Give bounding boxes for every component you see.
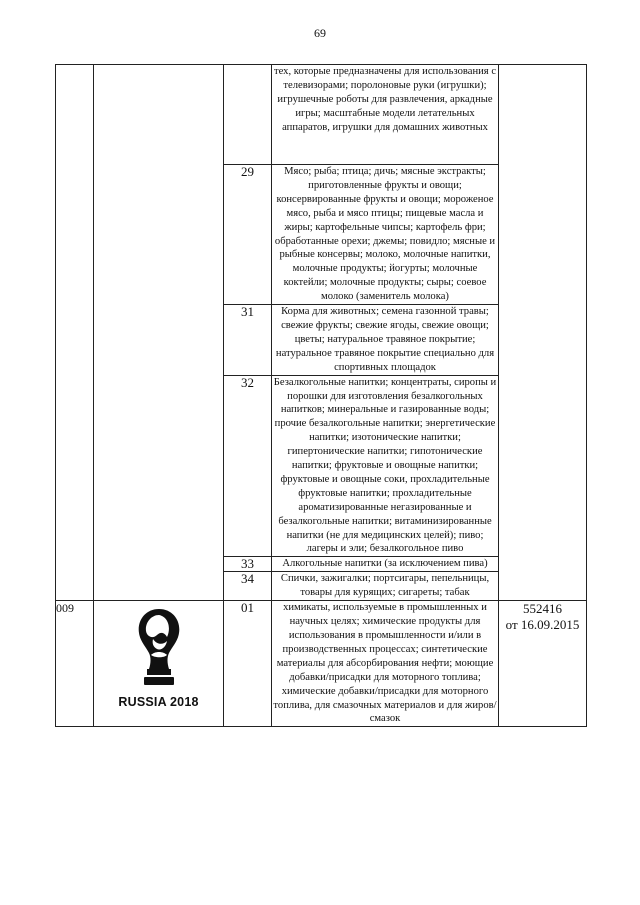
entry-number: 009: [56, 601, 94, 727]
registration-date: от 16.09.2015: [505, 617, 580, 633]
table-row: [56, 601, 587, 727]
registration-cell: [499, 601, 587, 727]
world-cup-trophy-logo: [131, 605, 187, 691]
logo-cell-empty: [94, 65, 224, 601]
class-number: 31: [224, 305, 272, 376]
class-number: 29: [224, 165, 272, 305]
registration-cell-empty: [499, 65, 587, 601]
goods-description: Безалкогольные напитки; концентраты, сиропы и порошки для изготовления безалкогольных напитков; минеральные и газированные воды; прочие безалкогольные напитки; энергетические напитки; изотонические напитки; гипертонические напитки; гипотонические напитки; фруктовые и овощные напитки; фруктовые и овощные соки, прохладительные фруктовые напитки; прохладительные ароматизированные негазированные и безалкогольные напитки; витаминизированные напитки (не для медицинских целей); пиво; лагеры и эли; безалкогольное пиво: [272, 375, 499, 557]
goods-description: Мясо; рыба; птица; дичь; мясные экстракты; приготовленные фрукты и овощи; консервированные фрукты и овощи; мороженое мясо, рыба и мясо птицы; пищевые масла и жиры; картофельные чипсы; картофель фри; обработанные орехи; джемы; повидло; мясные и рыбные консервы; молоко, молочные напитки, молочные продукты; йогурты; молочные коктейли; молочные продукты; сыры; соевое молоко (заменитель молока): [272, 165, 499, 305]
class-number: 32: [224, 375, 272, 557]
goods-description: Корма для животных; семена газонной травы; свежие фрукты; свежие ягоды, свежие овощи; цветы; натуральное травяное покрытие; натуральное травяное покрытие специально для спортивных площадок: [272, 305, 499, 376]
logo-text: RUSSIA 2018: [118, 695, 199, 710]
class-number: [224, 65, 272, 165]
class-number: 34: [224, 572, 272, 601]
goods-description: Алкогольные напитки (за исключением пива): [272, 557, 499, 572]
page-number: 69: [314, 26, 326, 40]
logo-cell: [94, 601, 224, 727]
class-number: 01: [224, 601, 272, 727]
class-number: 33: [224, 557, 272, 572]
registry-table: [55, 64, 587, 727]
goods-description: тех, которые предназначены для использования с телевизорами; поролоновые руки (игрушки); игрушечные роботы для развлечения, аркадные игры; масштабные модели летательных аппаратов, игрушки для домашних животных: [272, 65, 499, 165]
table-row: [56, 65, 587, 165]
entry-number-cell-empty: [56, 65, 94, 601]
registration-number: 552416: [523, 601, 562, 617]
goods-description: химикаты, используемые в промышленных и научных целях; химические продукты для использования в промышленности и/или в производственных процессах; синтетические материалы для абсорбирования нефти; моющие добавки/присадки для моторного топлива; химические добавки/присадки для моторного топлива, для смазочных материалов и для жиров/смазок: [272, 601, 499, 727]
goods-description: Спички, зажигалки; портсигары, пепельницы, товары для курящих; сигареты; табак: [272, 572, 499, 601]
